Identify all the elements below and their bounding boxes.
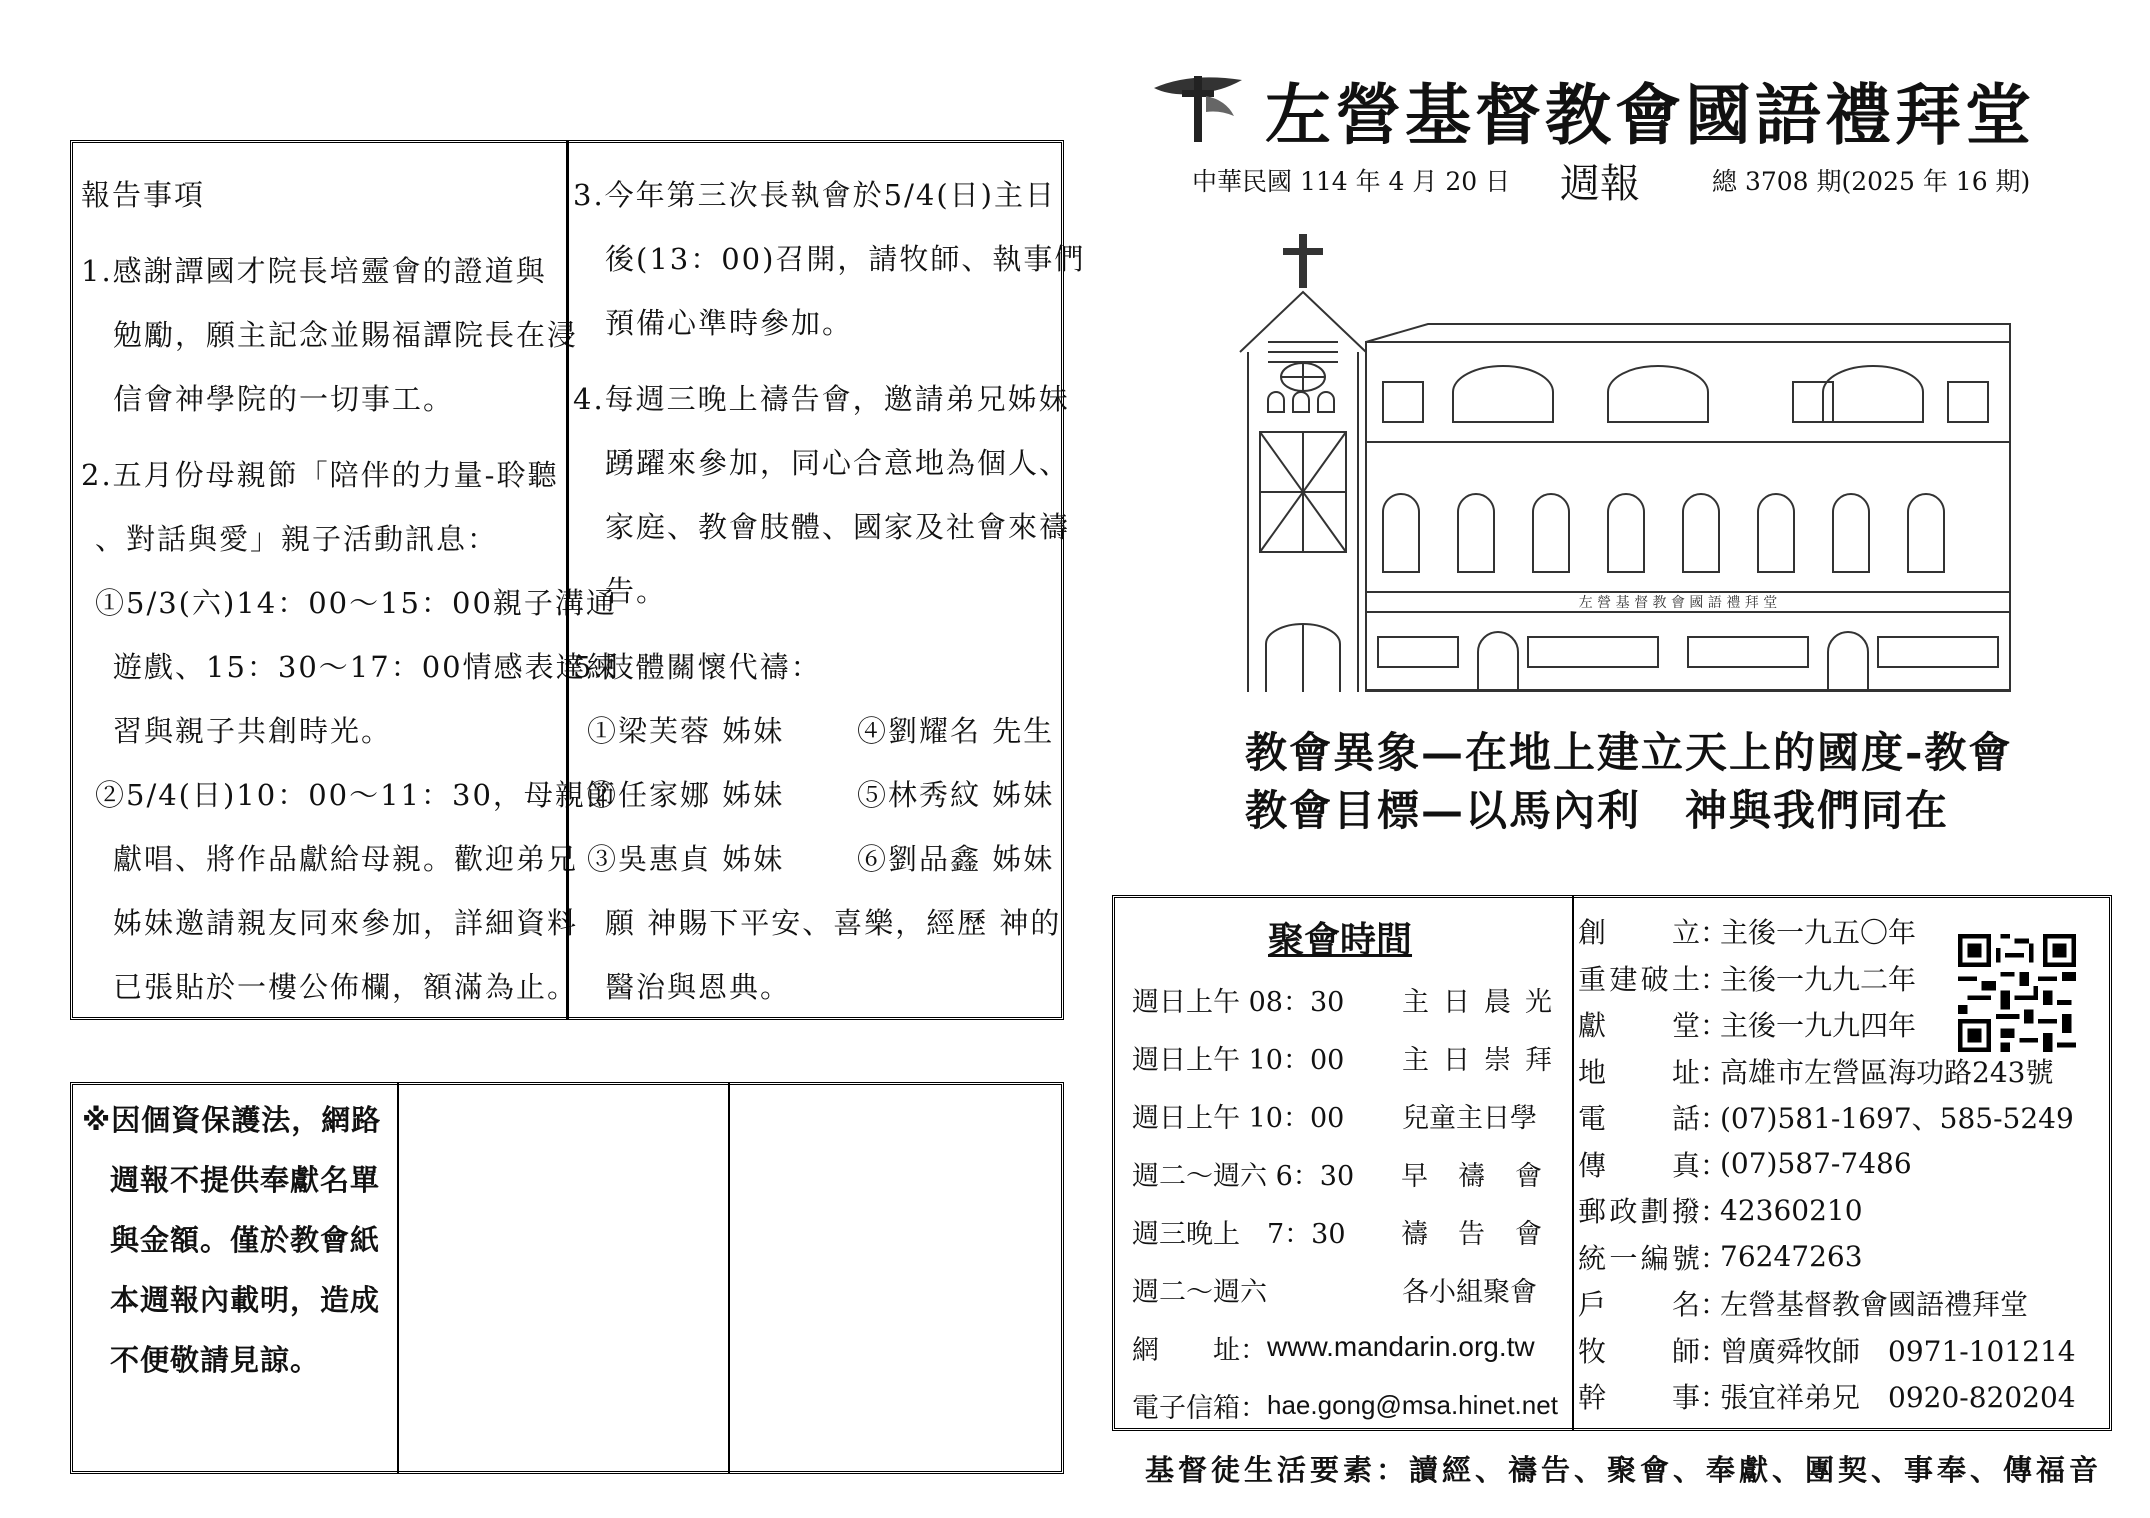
privacy-note-line: 週報不提供奉獻名單 bbox=[110, 1163, 381, 1197]
announcement-line: 願 神賜下平安、喜樂，經歷 神的 bbox=[605, 906, 1062, 940]
schedule-row bbox=[1132, 970, 1572, 1028]
announcements-heading: 報告事項 bbox=[81, 178, 206, 212]
christian-life-essentials: 基督徒生活要素：讀經、禱告、聚會、奉獻、團契、事奉、傳福音 bbox=[1145, 1453, 2103, 1487]
email-label: 電子信箱： bbox=[1132, 1392, 1267, 1424]
info-value: 主後一九九二年 bbox=[1720, 962, 1917, 996]
offering-divider bbox=[728, 1082, 730, 1474]
info-row: 幹 事 ： 張宜祥弟兄 0920-820204 bbox=[1578, 1373, 2076, 1420]
info-value: 76247263 bbox=[1720, 1240, 1863, 1274]
announcement-line: 4.每週三晚上禱告會，邀請弟兄姊妹 bbox=[573, 382, 1070, 416]
announcement-line: 家庭、教會肢體、國家及社會來禱 bbox=[605, 510, 1071, 544]
announcement-line: 、對話與愛」親子活動訊息： bbox=[95, 522, 499, 556]
info-key: 傳 真 bbox=[1578, 1148, 1700, 1182]
schedule-time: 週三晚上 7：30 bbox=[1132, 1218, 1346, 1250]
schedule-time: 週二～週六 bbox=[1132, 1276, 1267, 1308]
schedule-event: 早禱會 bbox=[1401, 1160, 1572, 1192]
website-row bbox=[1132, 1318, 1572, 1376]
announcement-line: ①5/3(六)14：00～15：00親子溝通 bbox=[95, 586, 617, 620]
schedule-time: 週日上午 10：00 bbox=[1132, 1102, 1345, 1134]
schedule-list bbox=[1132, 970, 1572, 1434]
info-value: 主後一九五〇年 bbox=[1720, 916, 1917, 950]
church-building-illustration bbox=[1238, 232, 2012, 692]
care-name: ④劉耀名 先生 bbox=[857, 714, 1055, 748]
weekly-label: 週報 bbox=[1560, 161, 1640, 207]
announcement-line: 習與親子共創時光。 bbox=[113, 714, 393, 748]
info-row: 創 立 ： 主後一九五〇年 bbox=[1578, 908, 2076, 955]
bulletin-date: 中華民國 114 年 4 月 20 日 bbox=[1192, 167, 1511, 196]
schedule-event: 各小組聚會 bbox=[1402, 1276, 1537, 1308]
announcement-line: 踴躍來參加，同心合意地為個人、 bbox=[605, 446, 1071, 480]
announcement-line: 已張貼於一樓公佈欄，額滿為止。 bbox=[113, 970, 579, 1004]
info-key: 牧 師 bbox=[1578, 1334, 1700, 1368]
announcement-line: 勉勵，願主記念並賜福譚院長在浸 bbox=[113, 318, 579, 352]
announcement-line: 3.今年第三次長執會於5/4(日)主日 bbox=[573, 178, 1056, 212]
info-row: 郵 政 劃 撥 ： 42360210 bbox=[1578, 1187, 2076, 1234]
announcements-right-column bbox=[573, 163, 1086, 1019]
schedule-time: 週二～週六 6：30 bbox=[1132, 1160, 1355, 1192]
announcement-line: 姊妹邀請親友同來參加，詳細資料 bbox=[113, 906, 579, 940]
care-row bbox=[573, 827, 1063, 891]
info-key: 郵 政 劃 撥 bbox=[1578, 1195, 1700, 1229]
privacy-note-line: ※因個資保護法，網路 bbox=[82, 1103, 382, 1137]
info-key: 戶 名 bbox=[1578, 1288, 1700, 1322]
info-key: 創 立 bbox=[1578, 916, 1700, 950]
info-key: 重 建 破 土 bbox=[1578, 962, 1700, 996]
info-key: 幹 事 bbox=[1578, 1381, 1700, 1415]
care-row bbox=[573, 763, 1063, 827]
privacy-note bbox=[82, 1090, 394, 1390]
building-sign: 左 營 基 督 教 會 國 語 禮 拜 堂 bbox=[1578, 595, 1778, 611]
announcement-line: 遊戲、15：30～17：00情感表達練 bbox=[113, 650, 618, 684]
info-row: 地 址 ： 高雄市左營區海功路243號 bbox=[1578, 1048, 2076, 1095]
church-title: 左營基督教會國語禮拜堂 bbox=[1265, 76, 2035, 154]
info-value: 左營基督教會國語禮拜堂 bbox=[1720, 1288, 2029, 1322]
qr-code-icon[interactable] bbox=[1958, 934, 2076, 1052]
announcements-left-column bbox=[81, 163, 641, 1019]
announcement-line: 醫治與恩典。 bbox=[605, 970, 792, 1004]
announcement-line: 獻唱、將作品獻給母親。歡迎弟兄 bbox=[113, 842, 579, 876]
care-name: ②任家娜 姊妹 bbox=[587, 778, 785, 812]
info-value: 高雄市左營區海功路243號 bbox=[1720, 1055, 2054, 1089]
schedule-row bbox=[1132, 1086, 1572, 1144]
info-value: (07)581-1697、585-5249 bbox=[1720, 1102, 2074, 1136]
schedule-event: 禱告會 bbox=[1401, 1218, 1572, 1250]
info-divider bbox=[1572, 895, 1574, 1431]
info-key: 獻 堂 bbox=[1578, 1009, 1700, 1043]
vision-statement bbox=[1245, 724, 2012, 840]
announcement-line: 2.五月份母親節「陪伴的力量-聆聽 bbox=[81, 458, 559, 492]
schedule-title: 聚會時間 bbox=[1268, 919, 1413, 961]
info-row: 傳 真 ： (07)587-7486 bbox=[1578, 1141, 2076, 1188]
info-key: 電 話 bbox=[1578, 1102, 1700, 1136]
announcement-line: 後(13：00)召開，請牧師、執事們 bbox=[605, 242, 1086, 276]
website-label: 網 址： bbox=[1132, 1334, 1267, 1366]
email-link[interactable]: hae.gong@msa.hinet.net bbox=[1267, 1389, 1558, 1420]
info-key: 地 址 bbox=[1578, 1055, 1700, 1089]
care-row bbox=[573, 699, 1063, 763]
website-link[interactable]: www.mandarin.org.tw bbox=[1267, 1331, 1535, 1362]
announcement-line: 5.肢體關懷代禱： bbox=[573, 650, 822, 684]
info-row: 牧 師 ： 曾廣舜牧師 0971-101214 bbox=[1578, 1327, 2076, 1374]
info-value: 42360210 bbox=[1720, 1193, 1863, 1227]
info-row: 統 一 編 號 ： 76247263 bbox=[1578, 1234, 2076, 1281]
info-value: 張宜祥弟兄 0920-820204 bbox=[1720, 1381, 2076, 1415]
schedule-event: 主日崇拜 bbox=[1402, 1044, 1566, 1076]
care-name: ⑤林秀紋 姊妹 bbox=[857, 778, 1055, 812]
info-value: (07)587-7486 bbox=[1720, 1147, 1912, 1181]
schedule-row bbox=[1132, 1144, 1572, 1202]
info-value: 主後一九九四年 bbox=[1720, 1009, 1917, 1043]
column-divider bbox=[566, 140, 569, 1020]
schedule-event: 兒童主日學 bbox=[1402, 1102, 1537, 1134]
goal-line: 教會目標—以馬內利 神與我們同在 bbox=[1245, 786, 1950, 835]
schedule-event: 主日晨光 bbox=[1402, 986, 1566, 1018]
info-row: 電 話 ： (07)581-1697、585-5249 bbox=[1578, 1094, 2076, 1141]
privacy-note-line: 本週報內載明，造成 bbox=[110, 1283, 381, 1317]
info-row: 重 建 破 土 ： 主後一九九二年 bbox=[1578, 955, 2076, 1002]
offering-divider bbox=[397, 1082, 399, 1474]
announcement-line: ②5/4(日)10：00～11：30，母親節 bbox=[95, 778, 617, 812]
announcement-line: 告。 bbox=[605, 574, 668, 608]
schedule-row bbox=[1132, 1260, 1572, 1318]
privacy-note-line: 不便敬請見諒。 bbox=[110, 1343, 321, 1377]
care-name: ⑥劉品鑫 姊妹 bbox=[857, 842, 1055, 876]
schedule-time: 週日上午 08：30 bbox=[1132, 986, 1345, 1018]
vision-line: 教會異象—在地上建立天上的國度-教會 bbox=[1245, 728, 2013, 777]
schedule-row bbox=[1132, 1202, 1572, 1260]
schedule-time: 週日上午 10：00 bbox=[1132, 1044, 1345, 1076]
schedule-row bbox=[1132, 1028, 1572, 1086]
privacy-note-line: 與金額。僅於教會紙 bbox=[110, 1223, 381, 1257]
care-name: ③吳惠貞 姊妹 bbox=[587, 842, 785, 876]
announcement-line: 信會神學院的一切事工。 bbox=[113, 382, 455, 416]
announcement-line: 1.感謝譚國才院長培靈會的證道與 bbox=[81, 254, 547, 288]
email-row bbox=[1132, 1376, 1572, 1434]
info-row: 獻 堂 ： 主後一九九四年 bbox=[1578, 1001, 2076, 1048]
issue-number: 總 3708 期(2025 年 16 期) bbox=[1712, 167, 2031, 196]
announcement-line: 預備心準時參加。 bbox=[605, 306, 854, 340]
care-name: ①梁芙蓉 姊妹 bbox=[587, 714, 785, 748]
info-row: 戶 名 ： 左營基督教會國語禮拜堂 bbox=[1578, 1280, 2076, 1327]
church-logo-icon bbox=[1150, 66, 1246, 146]
info-key: 統 一 編 號 bbox=[1578, 1241, 1700, 1275]
info-value: 曾廣舜牧師 0971-101214 bbox=[1720, 1334, 2076, 1368]
